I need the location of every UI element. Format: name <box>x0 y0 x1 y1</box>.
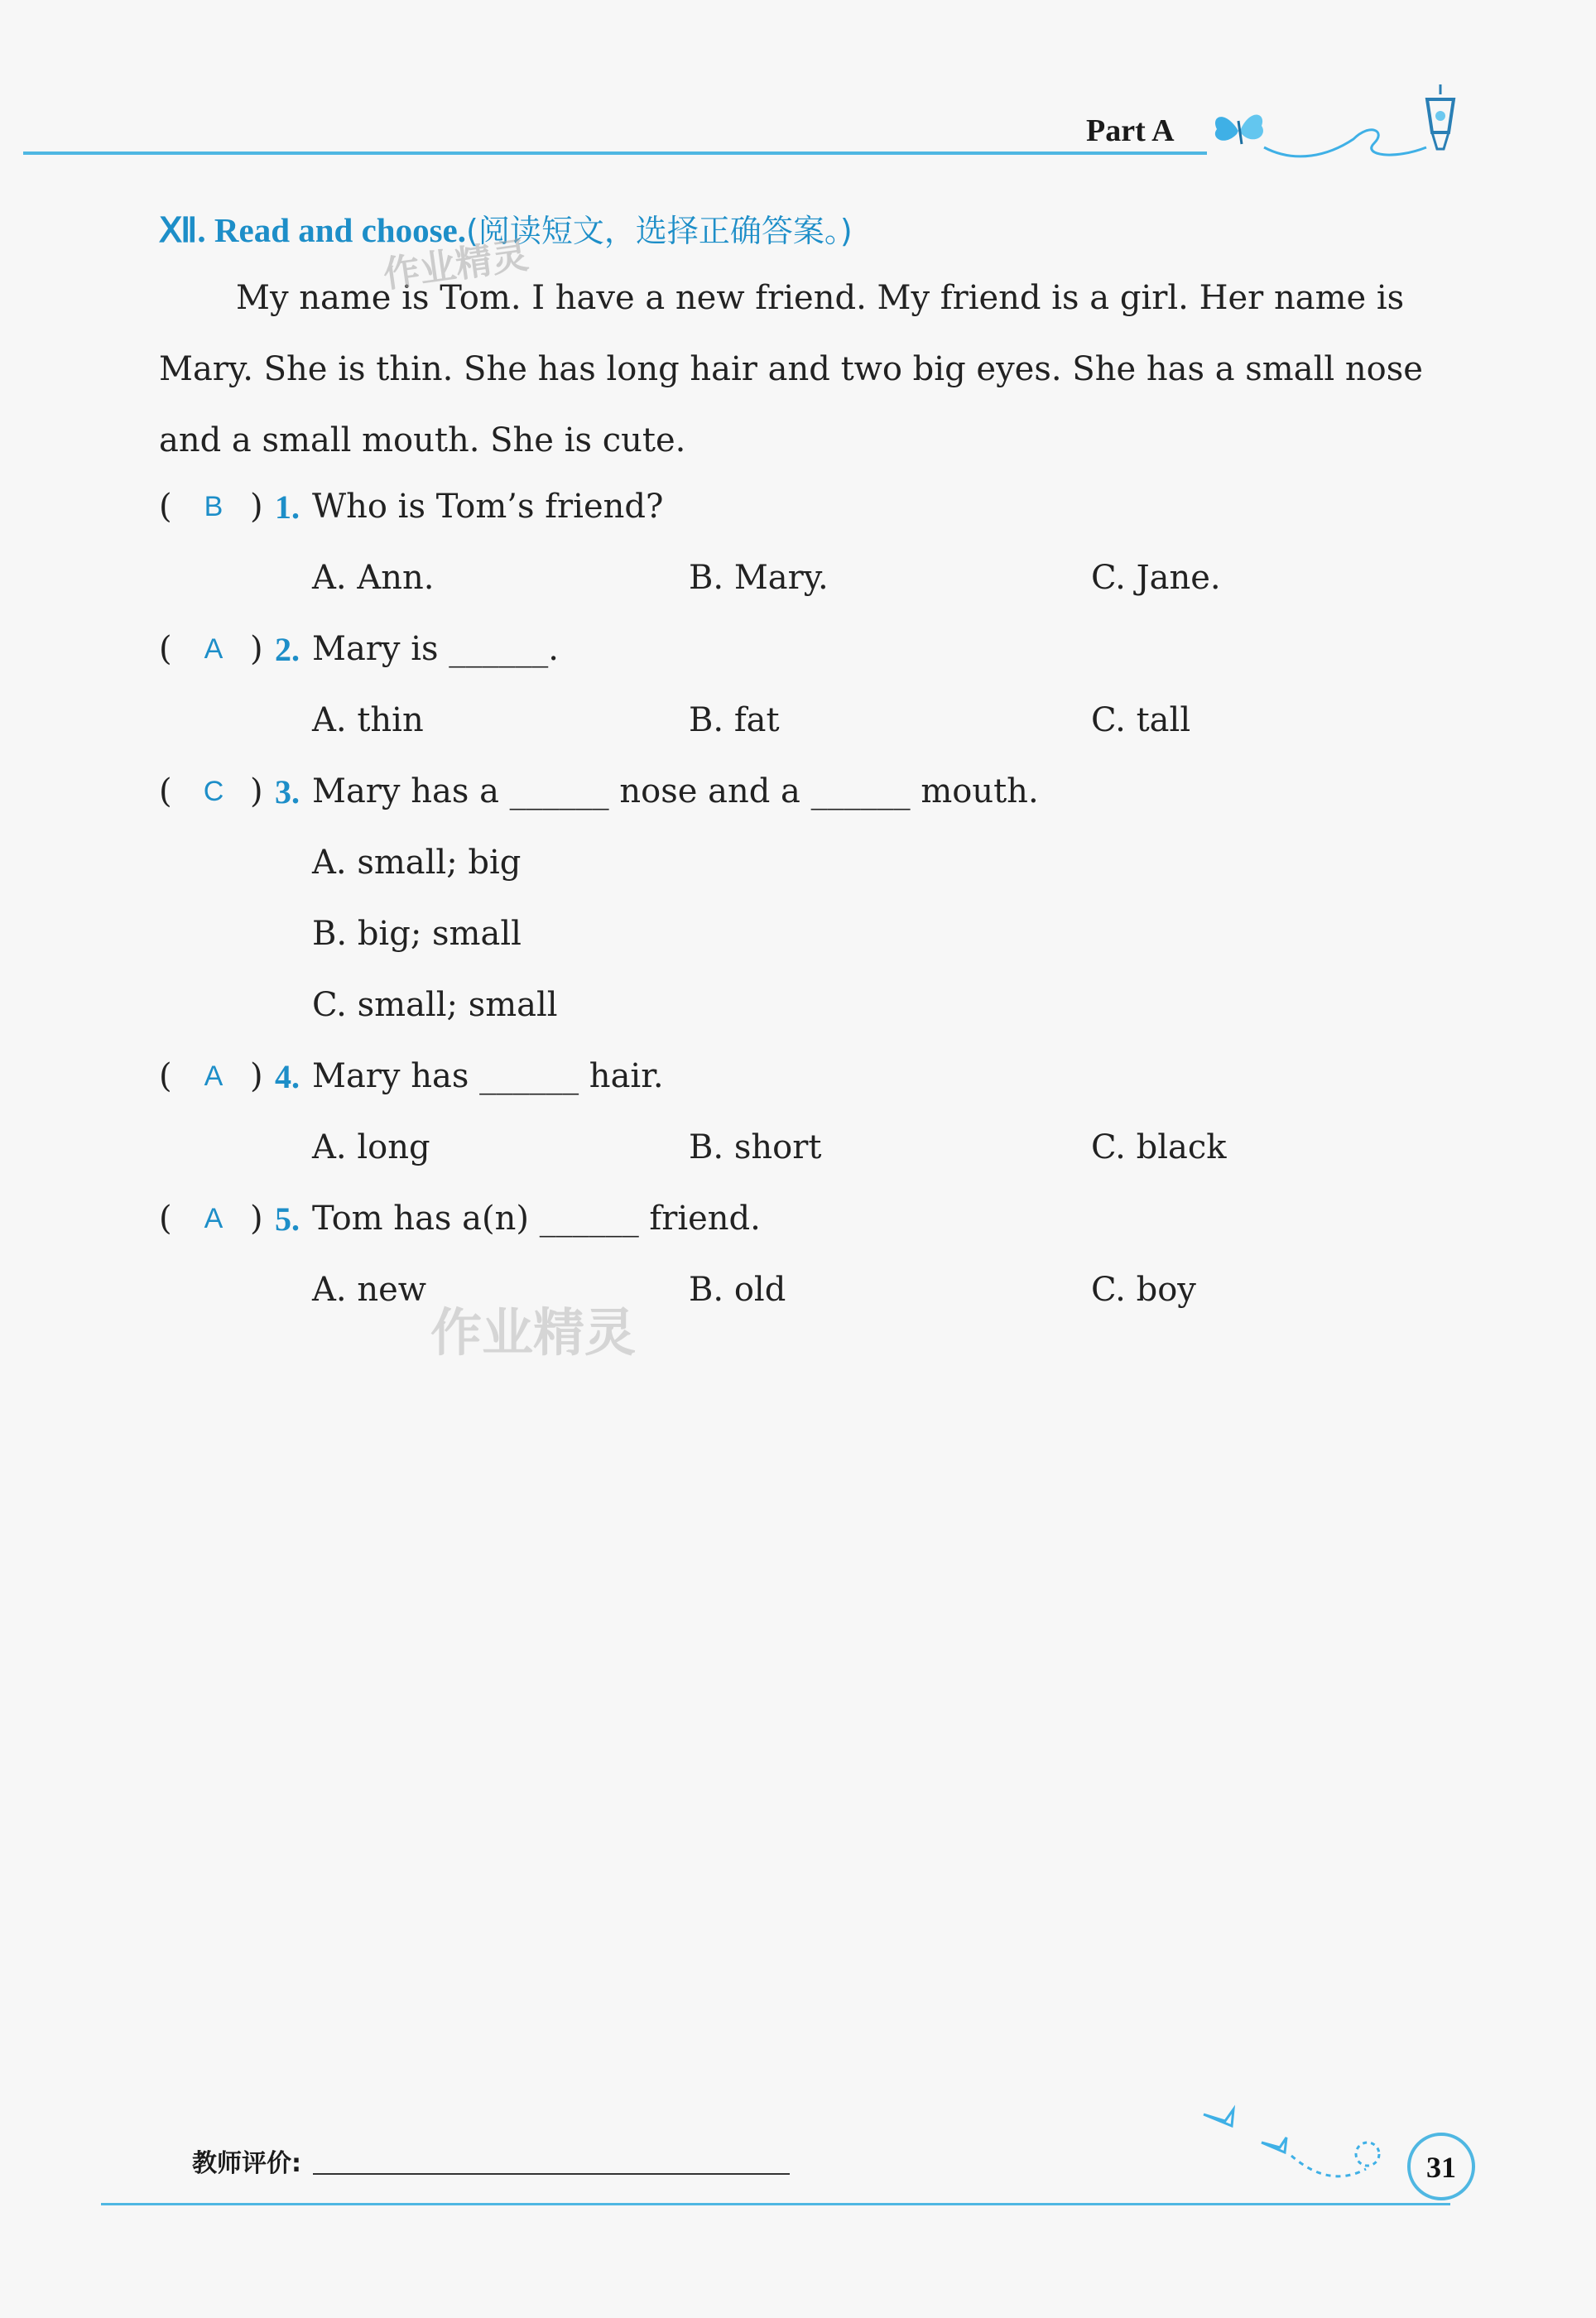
passage-line: My name is Tom. I have a new friend. My friend is a girl. Her name is <box>236 279 1405 317</box>
option-c: C. Jane. <box>1091 559 1221 597</box>
part-label: Part A <box>1086 113 1175 148</box>
answer-mark: A <box>204 1203 224 1234</box>
answer-bracket-open: ( <box>159 772 172 810</box>
option-a: A. Ann. <box>312 559 435 597</box>
answer-mark: A <box>204 1060 224 1092</box>
question-number: 5. <box>275 1200 300 1238</box>
option-c: C. tall <box>1091 701 1191 739</box>
option-c: C. black <box>1091 1128 1227 1166</box>
answer-bracket-close: ) <box>250 1057 263 1095</box>
option-b: B. big; small <box>312 915 522 953</box>
answer-bracket-open: ( <box>159 1200 172 1238</box>
option-b: B. short <box>689 1128 822 1166</box>
section-title-cn: (阅读短文，选择正确答案。) <box>466 213 853 249</box>
curl-decoration <box>1262 114 1428 164</box>
question-number: 1. <box>275 488 300 526</box>
option-a: A. small; big <box>312 844 522 882</box>
question-text: Mary has ______ hair. <box>312 1057 664 1095</box>
bird-decoration-icon <box>1200 2103 1424 2194</box>
answer-mark: A <box>204 633 224 665</box>
watermark: 作业精灵 <box>430 1302 637 1363</box>
section-number: Ⅻ. <box>159 211 206 249</box>
option-a: A. thin <box>312 701 424 739</box>
answer-bracket-open: ( <box>159 630 172 668</box>
answer-bracket-open: ( <box>159 488 172 526</box>
answer-bracket-open: ( <box>159 1057 172 1095</box>
passage-line: Mary. She is thin. She has long hair and two big eyes. She has a small nose <box>159 350 1423 388</box>
option-c: C. small; small <box>312 986 558 1024</box>
butterfly-icon <box>1209 104 1268 154</box>
option-a: A. new <box>312 1271 426 1309</box>
question-text: Tom has a(n) ______ friend. <box>312 1200 761 1238</box>
lamp-icon <box>1416 83 1465 157</box>
teacher-evaluation-label: 教师评价: <box>192 2149 301 2178</box>
footer-rule <box>101 2203 1450 2205</box>
question-number: 4. <box>275 1058 300 1095</box>
question-number: 2. <box>275 631 300 668</box>
answer-mark: C <box>203 776 224 807</box>
question-text: Mary is ______. <box>312 630 559 668</box>
teacher-evaluation-line <box>313 2173 790 2175</box>
option-a: A. long <box>312 1128 430 1166</box>
question-text: Who is Tom’s friend? <box>312 488 664 526</box>
section-title-en: Read and choose. <box>205 211 467 249</box>
answer-bracket-close: ) <box>250 488 263 526</box>
option-b: B. Mary. <box>689 559 829 597</box>
passage-line: and a small mouth. She is cute. <box>159 421 686 459</box>
answer-bracket-close: ) <box>250 1200 263 1238</box>
option-b: B. fat <box>689 701 780 739</box>
header-rule <box>23 151 1207 155</box>
answer-bracket-close: ) <box>250 772 263 810</box>
question-number: 3. <box>275 773 300 810</box>
answer-mark: B <box>204 491 224 522</box>
page-number: 31 <box>1426 2151 1456 2184</box>
option-c: C. boy <box>1091 1271 1196 1309</box>
answer-bracket-close: ) <box>250 630 263 668</box>
watermark: 作业精灵 <box>380 233 531 296</box>
question-text: Mary has a ______ nose and a ______ mouth. <box>312 772 1039 810</box>
option-b: B. old <box>689 1271 786 1309</box>
